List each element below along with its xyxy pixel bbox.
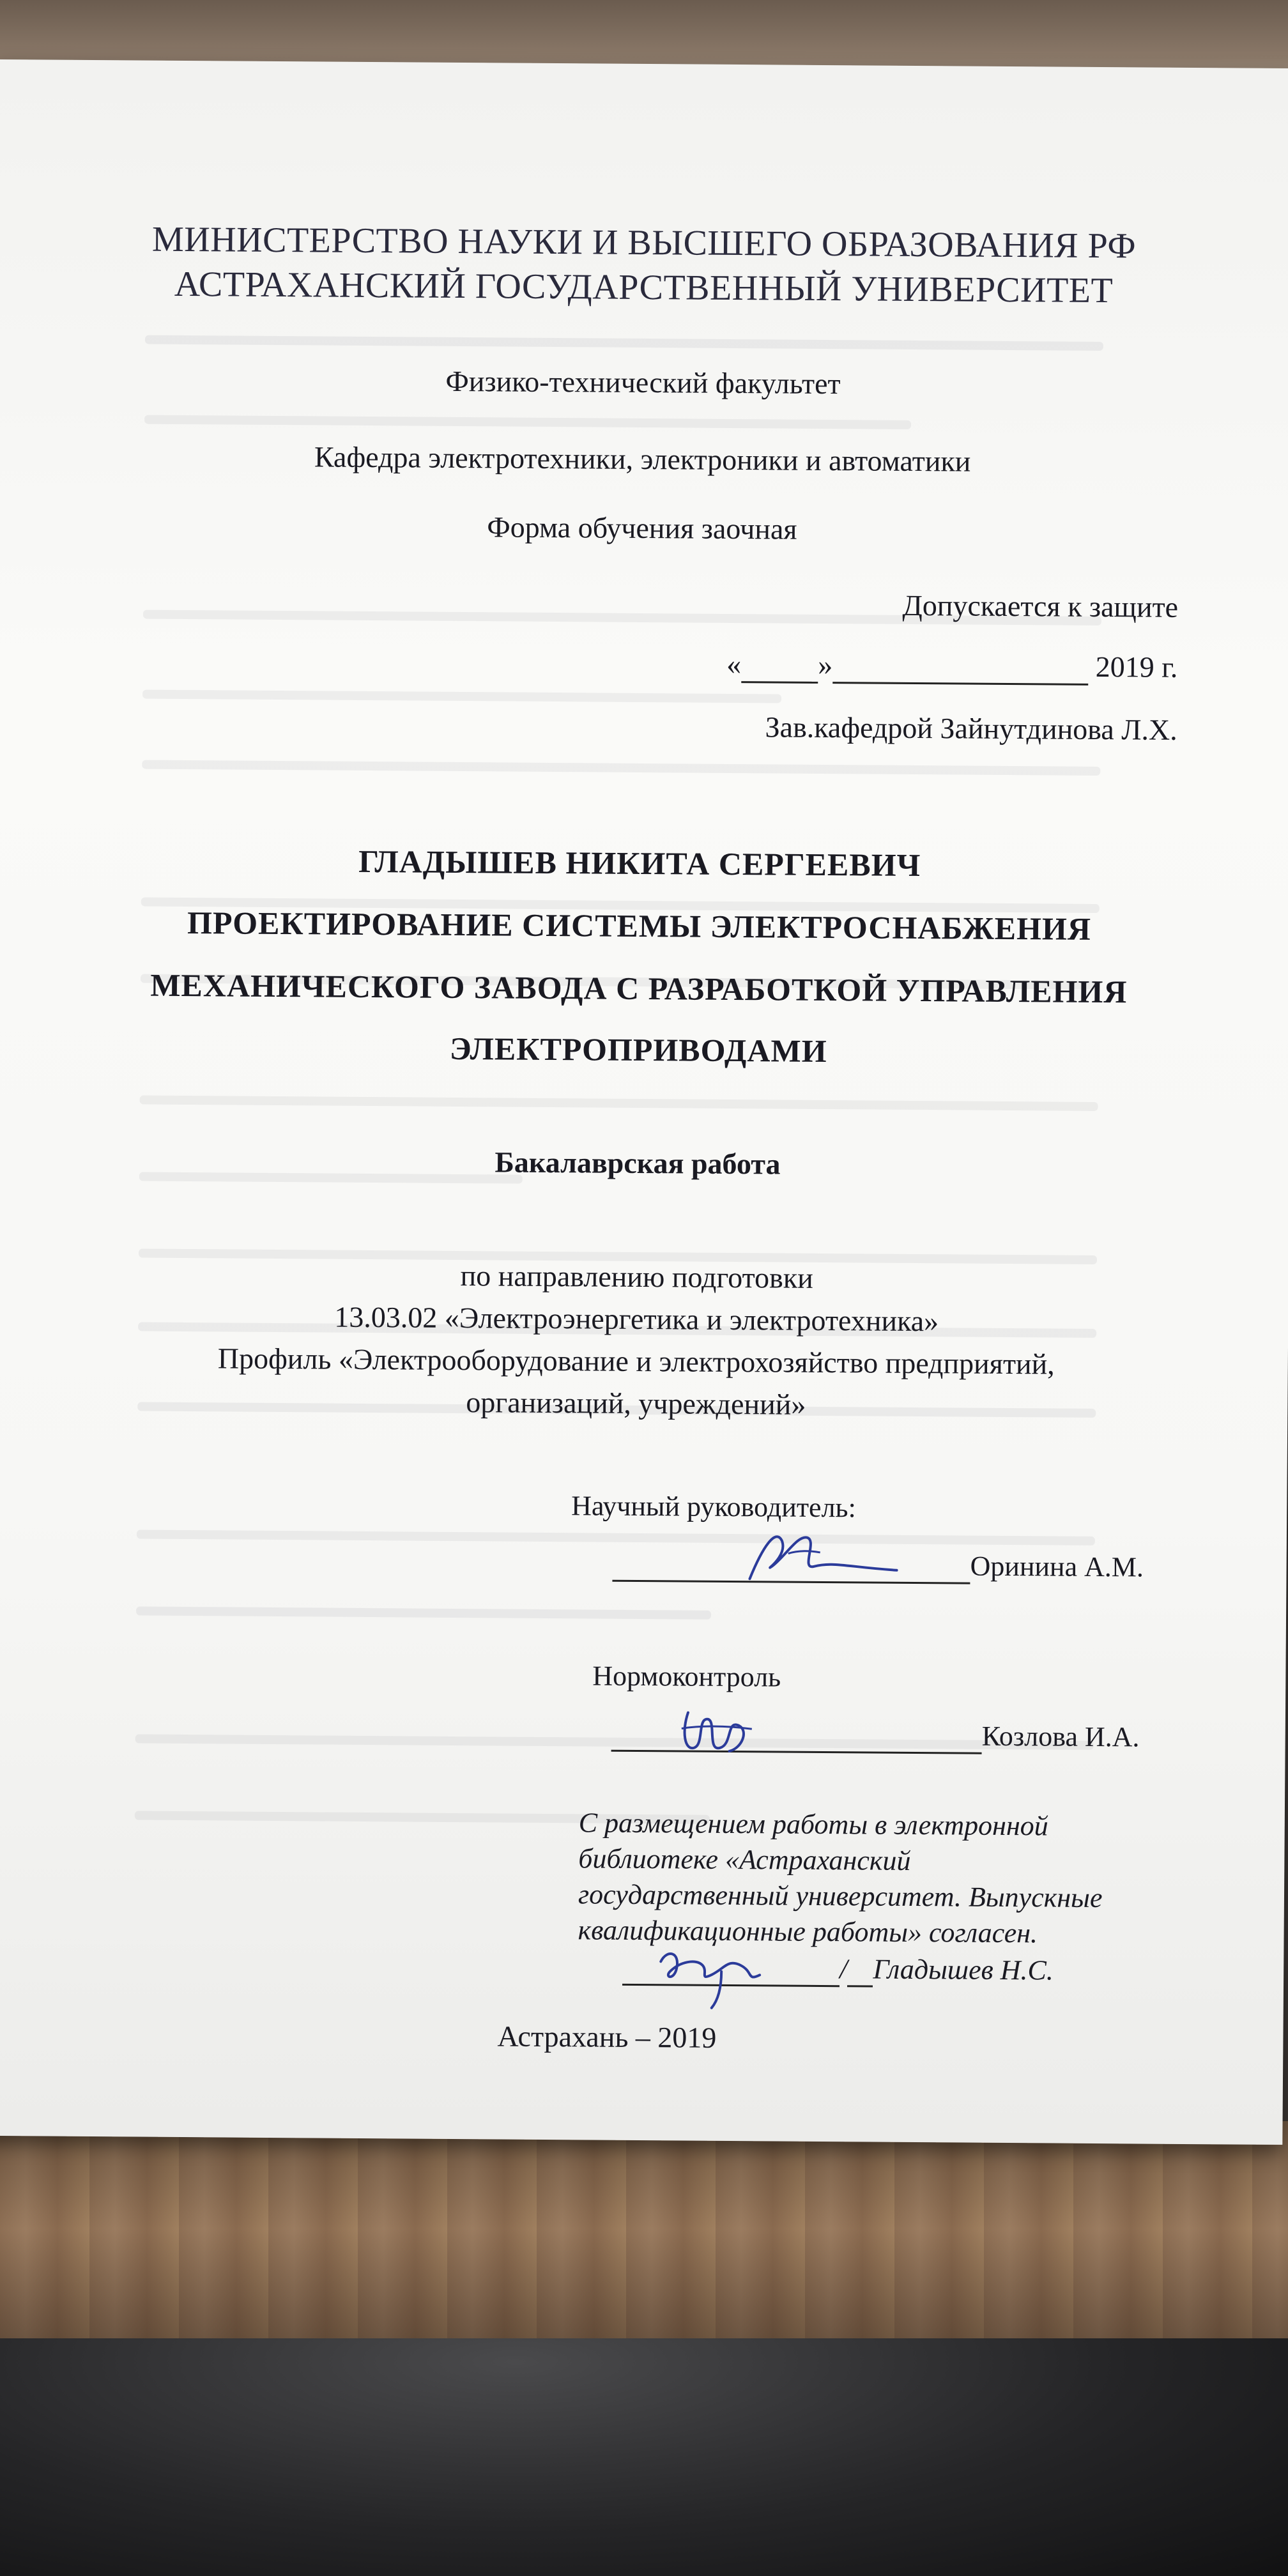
consent-signature [651,1936,767,2013]
date-day-blank [741,647,818,684]
supervisor-name: Оринина А.М. [970,1550,1144,1583]
direction-code: 13.03.02 «Электроэнергетика и электротехника» [334,1300,939,1338]
normcontrol-signature-line [611,1717,982,1754]
city-year: Астрахань – 2019 [497,2020,717,2054]
work-type: Бакалаврская работа [494,1146,781,1181]
normcontrol-name: Козлова И.А. [981,1720,1140,1753]
leather-surface [0,2338,1288,2576]
consent-signature-row: / Гладышев Н.С. [622,1951,1054,1989]
date-year: 2019 г. [1095,650,1178,684]
approval-allowed: Допускается к защите [902,588,1179,624]
approval-date [726,647,1178,686]
consent-line-4: квалификационные работы» согласен. [578,1914,1038,1949]
normcontrol-label: Нормоконтроль [592,1660,781,1693]
consent-line-1: С размещением работы в электронной [578,1807,1048,1842]
study-form: Форма обучения заочная [487,510,797,546]
head-of-department: Зав.кафедрой Зайнутдинова Л.Х. [765,710,1177,746]
date-quote-open: « [726,647,742,681]
profile-line-1: Профиль «Электрооборудование и электрохозяйство предприятий, [217,1342,1055,1381]
consent-line-3: государственный университет. Выпускные [578,1878,1103,1914]
date-month-blank [832,648,1088,686]
consent-name: Гладышев Н.С. [873,1953,1054,1986]
date-quote-close: » [818,648,833,682]
university-name: АСТРАХАНСКИЙ ГОСУДАРСТВЕННЫЙ УНИВЕРСИТЕТ [174,264,1114,311]
profile-line-2: организаций, учреждений» [466,1386,806,1421]
direction-intro: по направлению подготовки [460,1259,813,1294]
normcontrol-signature [668,1699,765,1764]
department-name: Кафедра электротехники, электроники и автоматики [314,440,971,478]
title-page-sheet [0,59,1288,2145]
faculty-name: Физико-технический факультет [445,364,841,401]
supervisor-signature [737,1521,903,1593]
ministry-name: МИНИСТЕРСТВО НАУКИ И ВЫСШЕГО ОБРАЗОВАНИЯ РФ [151,219,1137,266]
author-name: ГЛАДЫШЕВ НИКИТА СЕРГЕЕВИЧ [358,843,921,884]
topic-line-2: МЕХАНИЧЕСКОГО ЗАВОДА С РАЗРАБОТКОЙ УПРАВЛЕНИЯ [150,967,1128,1010]
supervisor-label: Научный руководитель: [571,1490,856,1524]
consent-line-2: библиотеке «Астраханский [578,1843,911,1876]
topic-line-1: ПРОЕКТИРОВАНИЕ СИСТЕМЫ ЭЛЕКТРОСНАБЖЕНИЯ [187,905,1092,947]
topic-line-3: ЭЛЕКТРОПРИВОДАМИ [449,1030,827,1070]
